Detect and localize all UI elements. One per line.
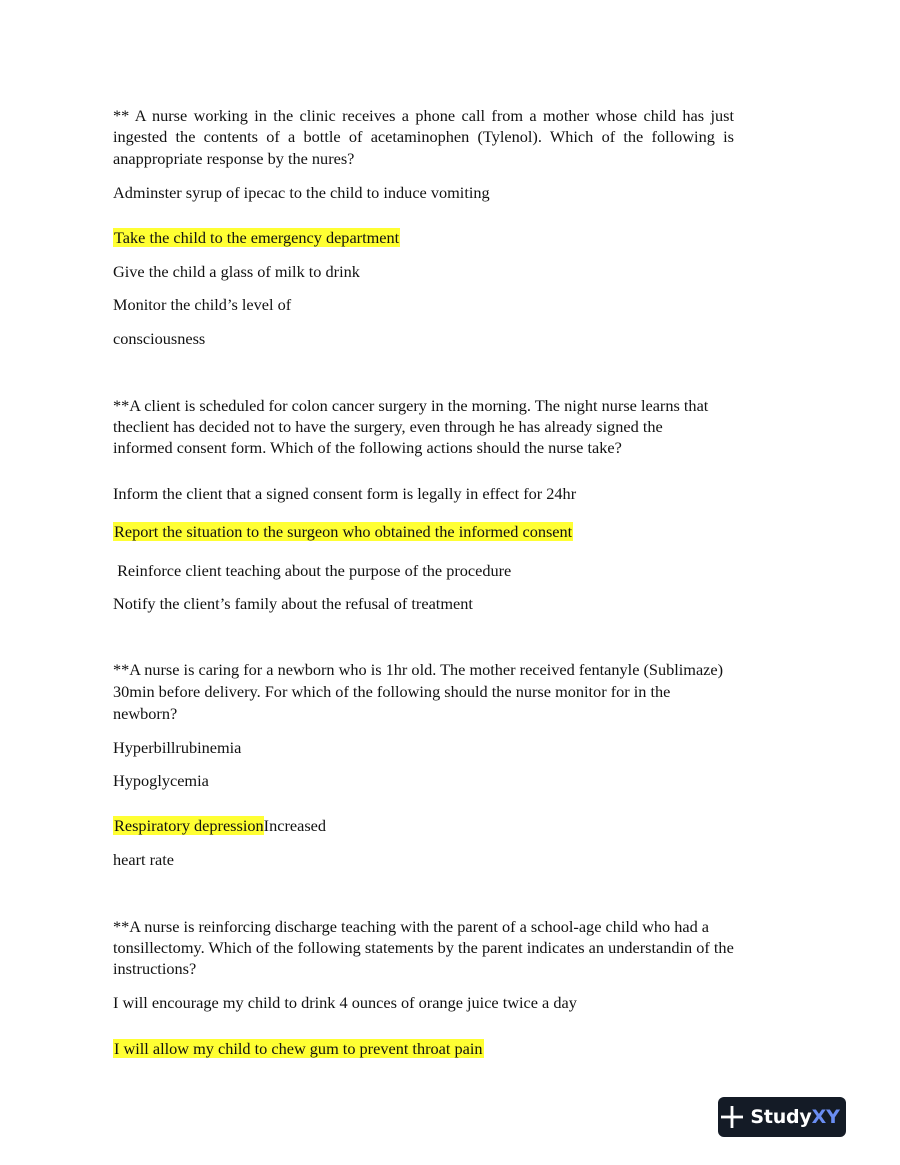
question-1-option-d: Monitor the child’s level of [113,295,292,314]
question-3-option-d: Increased [263,816,327,835]
question-3-stem-line-1: **A nurse is caring for a newborn who is 1hr old. The mother received fentanyle (Sublimaze) [113,660,724,679]
question-1-option-d-continued: consciousness [113,329,206,348]
question-2-option-d: Notify the client’s family about the refusal of treatment [113,594,473,613]
question-3-option-c [113,815,326,836]
question-3-stem-line-2: 30min before delivery. For which of the following should the nurse monitor for in the [113,682,671,701]
question-4-stem-line-2: tonsillectomy. Which of the following statements by the parent indicates an understandin of the [113,938,734,957]
question-4-stem-line-3: instructions? [113,959,197,978]
question-2-stem-line-3: informed consent form. Which of the following actions should the nurse take? [113,438,622,457]
answer-highlight: Report the situation to the surgeon who obtained the informed consent [114,522,573,541]
question-2-stem-line-1: **A client is scheduled for colon cancer surgery in the morning. The night nurse learns that [113,396,709,415]
studyxy-logo-badge[interactable] [718,1097,846,1137]
question-2-stem-line-2: theclient has decided not to have the surgery, even through he has already signed the [113,417,663,436]
studyxy-logo-text [750,1106,839,1128]
question-4-stem-line-1: **A nurse is reinforcing discharge teaching with the parent of a school-age child who had a [113,917,710,936]
question-1-option-c: Give the child a glass of milk to drink [113,262,360,281]
question-1-stem: ** A nurse working in the clinic receives a phone call from a mother whose child has just ingested the contents of a bottle of acetaminophen (Tylenol). Which of the following is anappropriate response by the nures? [113,106,734,168]
question-1-option-b [113,227,400,248]
question-1-option-a: Adminster syrup of ipecac to the child to induce vomiting [113,183,490,202]
answer-highlight: Take the child to the emergency department [114,228,400,247]
plus-icon [720,1105,744,1129]
question-3-stem-line-3: newborn? [113,704,178,723]
question-3-option-b: Hypoglycemia [113,771,209,790]
answer-highlight: I will allow my child to chew gum to prevent throat pain [114,1039,483,1058]
question-3-option-a: Hyperbillrubinemia [113,738,242,757]
question-2-option-c: Reinforce client teaching about the purpose of the procedure [113,561,512,580]
logo-text-xy: XY [811,1106,840,1128]
question-4-option-a: I will encourage my child to drink 4 ounces of orange juice twice a day [113,993,577,1012]
question-3-option-d-continued: heart rate [113,850,175,869]
question-2-option-a: Inform the client that a signed consent form is legally in effect for 24hr [113,484,577,503]
answer-highlight: Respiratory depression [114,816,264,835]
question-4-option-b [113,1038,484,1059]
logo-text-study: Study [750,1106,812,1128]
question-2-option-b [113,521,573,542]
